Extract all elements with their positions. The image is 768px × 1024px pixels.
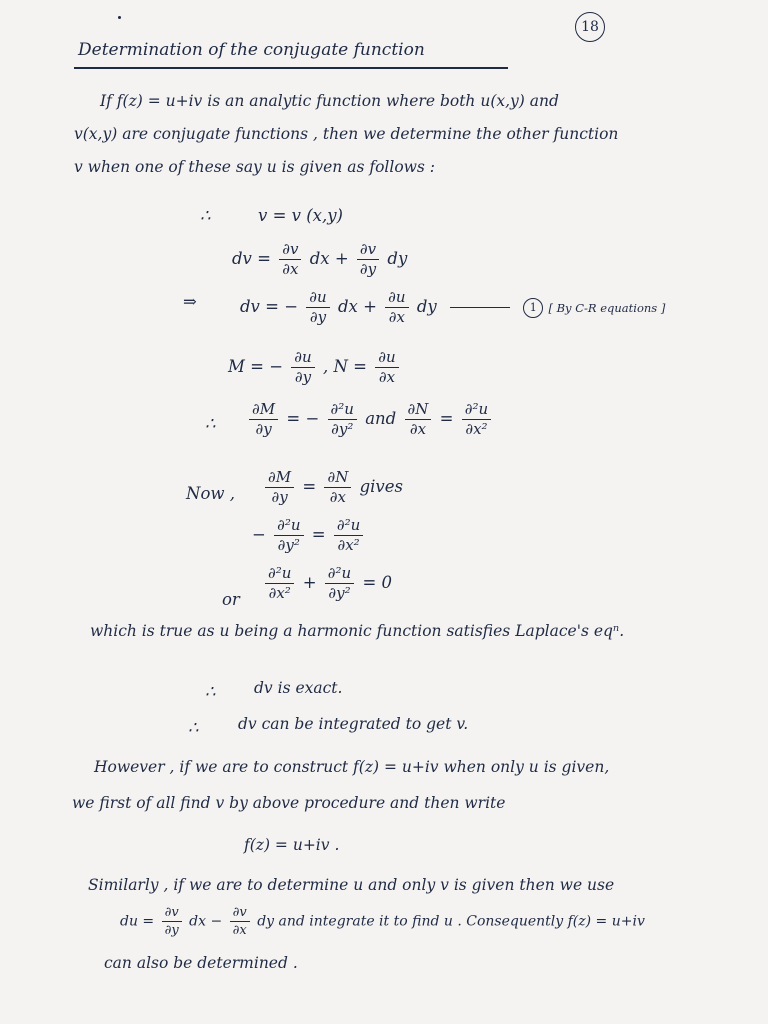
second-derivatives bbox=[246, 402, 494, 437]
d2u-dx2-fraction-3 bbox=[265, 566, 294, 601]
partial-u-y-fraction bbox=[306, 290, 329, 325]
m-def: M = − bbox=[228, 357, 284, 376]
dy-term-2: dy bbox=[416, 297, 437, 316]
dx-den-b: ∂x bbox=[232, 923, 247, 938]
exactness-condition bbox=[262, 470, 403, 505]
d2u-num-6: ∂²u bbox=[325, 566, 354, 584]
n-fraction bbox=[375, 350, 398, 385]
dy2-den-3: ∂y² bbox=[328, 584, 351, 602]
du-equation-line bbox=[120, 906, 645, 937]
d2u-num: ∂²u bbox=[328, 402, 357, 420]
dv-dy-fraction bbox=[162, 906, 182, 937]
laplace-equation bbox=[262, 566, 392, 601]
minus-sign: − bbox=[252, 525, 266, 544]
m-num: ∂u bbox=[291, 350, 314, 368]
eq-sign: = bbox=[439, 409, 454, 428]
partial-y-den-2: ∂y bbox=[309, 308, 327, 326]
v-definition: v = v (x,y) bbox=[258, 206, 343, 225]
dy-term: dy bbox=[387, 249, 408, 268]
dx-minus: dx − bbox=[189, 913, 223, 930]
dy2-den-2: ∂y² bbox=[277, 536, 300, 554]
m-n-definitions bbox=[228, 350, 402, 385]
n-num: ∂u bbox=[375, 350, 398, 368]
eq-minus: = − bbox=[286, 409, 320, 428]
therefore-symbol-4: ∴ bbox=[188, 718, 199, 737]
dx2-den-3: ∂x² bbox=[268, 584, 291, 602]
d2u-dy2-fraction bbox=[328, 402, 357, 437]
dv-cr-equation bbox=[240, 290, 665, 325]
partial-y-den: ∂y bbox=[359, 260, 377, 278]
m-den: ∂y bbox=[294, 368, 312, 386]
last-line: can also be determined . bbox=[104, 954, 298, 972]
dv-num-b: ∂v bbox=[230, 906, 250, 922]
dN-den: ∂x bbox=[409, 420, 427, 438]
exact-line: dv is exact. bbox=[254, 679, 343, 697]
dv-cr-lhs: dv = − bbox=[240, 297, 299, 316]
dx2-den: ∂x² bbox=[465, 420, 488, 438]
however-line: However , if we are to construct f(z) = u+iv when only u is given, bbox=[94, 758, 610, 776]
partial-x-den-2: ∂x bbox=[388, 308, 405, 326]
dv-num-a: ∂v bbox=[162, 906, 182, 922]
d2u-num-4: ∂²u bbox=[334, 518, 363, 536]
dx2-den-2: ∂x² bbox=[337, 536, 360, 554]
now-word: Now , bbox=[186, 484, 235, 503]
d2u-dy2-fraction-3 bbox=[325, 566, 354, 601]
d2u-dx2-fraction bbox=[462, 402, 491, 437]
laplace-intermediate bbox=[252, 518, 366, 553]
dN-num-2: ∂N bbox=[324, 470, 351, 488]
and-word: and bbox=[365, 409, 397, 428]
d2u-dx2-fraction-2 bbox=[334, 518, 363, 553]
dM-den-2: ∂y bbox=[271, 488, 288, 506]
or-word: or bbox=[222, 590, 240, 609]
page-title: Determination of the conjugate function bbox=[78, 40, 425, 60]
ink-dot bbox=[118, 16, 121, 19]
therefore-symbol: ∴ bbox=[200, 206, 211, 225]
dy-tail: dy and integrate it to find u . Consequently f(z) = u+iv bbox=[257, 913, 645, 930]
d2u-num-3: ∂²u bbox=[274, 518, 303, 536]
dx-plus-2: dx + bbox=[337, 297, 377, 316]
therefore-symbol-2: ∴ bbox=[205, 414, 216, 433]
dM-num-2: ∂M bbox=[265, 470, 294, 488]
partial-v-x-fraction bbox=[279, 242, 301, 277]
dM-den: ∂y bbox=[255, 420, 272, 438]
partial-v-num: ∂v bbox=[279, 242, 301, 260]
partial-u-num-2: ∂u bbox=[385, 290, 408, 308]
page-number: 18 bbox=[575, 12, 605, 42]
similarly-line: Similarly , if we are to determine u and only v is given then we use bbox=[88, 876, 615, 894]
partial-v-y-fraction bbox=[357, 242, 379, 277]
dM-num: ∂M bbox=[249, 402, 278, 420]
title-underline bbox=[74, 67, 508, 69]
gives-word: gives bbox=[359, 477, 403, 496]
implies-symbol: ⇒ bbox=[183, 292, 197, 311]
du-lhs: du = bbox=[120, 913, 155, 930]
dN-dx-fraction bbox=[405, 402, 432, 437]
m-fraction bbox=[291, 350, 314, 385]
fz-line: f(z) = u+iv . bbox=[244, 836, 340, 854]
intro-line-3: v when one of these say u is given as follows : bbox=[74, 158, 436, 176]
intro-line-2: v(x,y) are conjugate functions , then we determine the other function bbox=[74, 125, 619, 143]
dN-num: ∂N bbox=[405, 402, 432, 420]
d2u-dy2-fraction-2 bbox=[274, 518, 303, 553]
dx-plus: dx + bbox=[309, 249, 349, 268]
eq-sign-3: = bbox=[311, 525, 326, 544]
dM-dy-fraction-2 bbox=[265, 470, 294, 505]
equation-tag: 1 bbox=[523, 298, 543, 318]
eq-sign-2: = bbox=[302, 477, 317, 496]
partial-v-num-2: ∂v bbox=[357, 242, 379, 260]
dy2-den: ∂y² bbox=[331, 420, 354, 438]
cr-note: [ By C-R equations ] bbox=[548, 301, 666, 315]
partial-u-num: ∂u bbox=[306, 290, 329, 308]
dy-den-a: ∂y bbox=[164, 923, 179, 938]
dM-dy-fraction bbox=[249, 402, 278, 437]
dv-equation bbox=[232, 242, 407, 277]
dN-den-2: ∂x bbox=[329, 488, 346, 506]
dN-dx-fraction-2 bbox=[324, 470, 351, 505]
d2u-num-2: ∂²u bbox=[462, 402, 491, 420]
integrate-line: dv can be integrated to get v. bbox=[238, 715, 469, 733]
partial-u-x-fraction bbox=[385, 290, 408, 325]
partial-x-den: ∂x bbox=[282, 260, 299, 278]
eq-zero: = 0 bbox=[362, 573, 393, 592]
harmonic-line: which is true as u being a harmonic function satisfies Laplace's eqⁿ. bbox=[90, 622, 625, 640]
first-line: we first of all find v by above procedure and then write bbox=[72, 794, 506, 812]
intro-line-1: If f(z) = u+iv is an analytic function where both u(x,y) and bbox=[100, 92, 559, 110]
n-den: ∂x bbox=[378, 368, 396, 386]
therefore-symbol-3: ∴ bbox=[205, 682, 216, 701]
dv-lhs: dv = bbox=[232, 249, 271, 268]
n-def: , N = bbox=[322, 357, 367, 376]
d2u-num-5: ∂²u bbox=[265, 566, 294, 584]
plus-sign: + bbox=[302, 573, 317, 592]
dv-dx-fraction bbox=[230, 906, 250, 937]
tag-leader-line bbox=[450, 307, 510, 309]
